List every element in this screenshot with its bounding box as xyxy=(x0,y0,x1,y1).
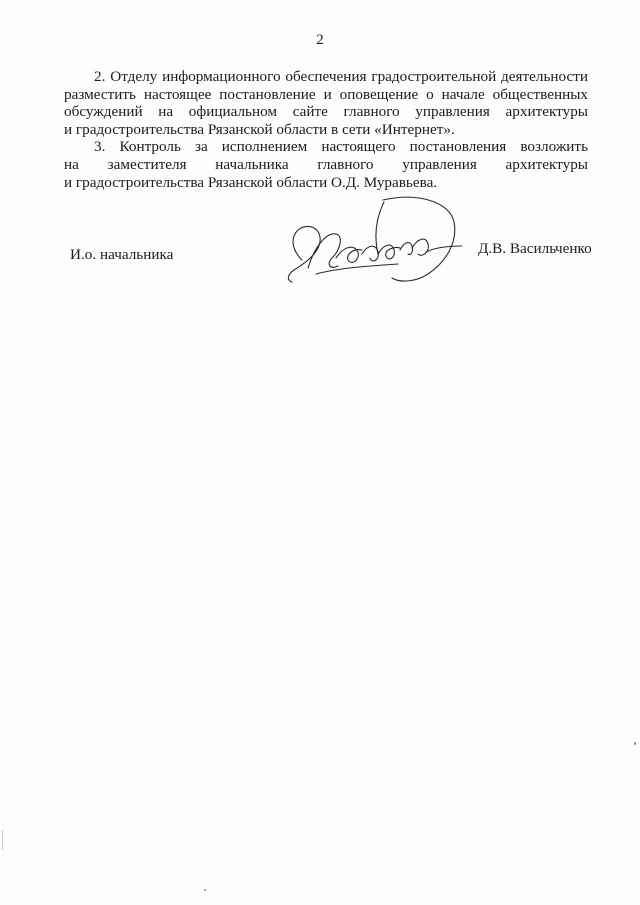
paragraph-item-3 xyxy=(64,138,588,191)
signatory-name: Д.В. Васильченко xyxy=(478,240,592,257)
scan-speck xyxy=(204,889,206,891)
paragraph-item-2 xyxy=(64,68,588,138)
document-body xyxy=(64,68,588,191)
signatory-position: И.о. начальника xyxy=(70,246,174,263)
text-line: 2. Отделу информационного обеспечения градостроительной деятельности xyxy=(94,68,588,85)
text-line: на заместителя начальника главного управления архитектуры xyxy=(64,155,588,173)
handwritten-signature xyxy=(278,188,468,288)
text-line: разместить настоящее постановление и оповещение о начале общественных xyxy=(64,85,588,103)
text-line: 3. Контроль за исполнением настоящего постановления возложить xyxy=(94,138,588,156)
scan-speck xyxy=(2,830,3,850)
text-line: обсуждений на официальном сайте главного управления архитектуры xyxy=(64,103,588,121)
page-number: 2 xyxy=(316,32,324,48)
scan-speck xyxy=(634,742,636,745)
text-line: и градостроительства Рязанской области О.Д. Муравьева. xyxy=(64,173,438,191)
text-line: и градостроительства Рязанской области в сети «Интернет». xyxy=(64,120,455,138)
